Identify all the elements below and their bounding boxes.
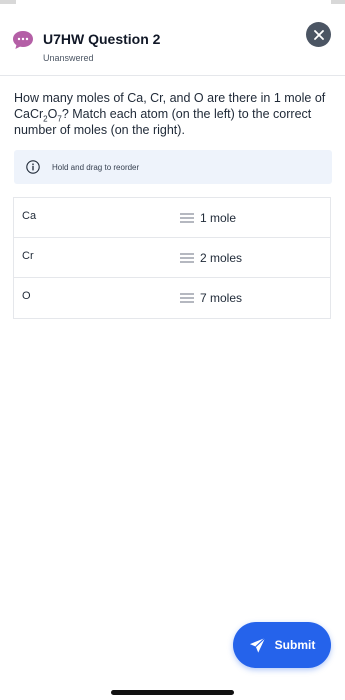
status-label: Unanswered — [43, 53, 94, 63]
answer-label: 2 moles — [200, 251, 243, 265]
info-icon — [26, 160, 40, 174]
match-row — [14, 238, 330, 278]
chat-bubble-icon — [12, 30, 34, 50]
drag-handle-icon[interactable] — [180, 253, 194, 263]
subscript-o: 7 — [57, 114, 62, 124]
drag-handle-icon[interactable] — [180, 293, 194, 303]
home-indicator[interactable] — [111, 690, 234, 695]
match-row — [14, 198, 330, 238]
match-table — [13, 197, 331, 319]
submit-label: Submit — [274, 638, 316, 652]
subscript-cr: 2 — [43, 114, 48, 124]
question-text-o: O — [47, 107, 58, 121]
atom-label: Ca — [22, 210, 37, 222]
question-text — [14, 90, 332, 138]
draggable-answer[interactable] — [180, 278, 242, 318]
answer-label: 1 mole — [200, 211, 237, 225]
question-text-end: ? Match each atom (on the left) to the correct number of moles (on the right). — [14, 107, 312, 137]
close-icon — [314, 30, 324, 40]
draggable-answer[interactable] — [180, 198, 236, 238]
submit-button[interactable] — [233, 622, 331, 668]
drag-handle-icon[interactable] — [180, 213, 194, 223]
hint-banner — [14, 150, 332, 184]
question-title: U7HW Question 2 — [43, 31, 161, 47]
atom-label: Cr — [22, 250, 34, 262]
close-button[interactable] — [306, 22, 331, 47]
send-icon — [249, 637, 266, 654]
question-text-start: How many moles of Ca, Cr, and O are there in 1 mole of CaCr — [14, 91, 326, 121]
draggable-answer[interactable] — [180, 238, 242, 278]
hint-text: Hold and drag to reorder — [52, 162, 140, 172]
question-header — [0, 4, 345, 76]
atom-label: O — [22, 290, 31, 302]
answer-label: 7 moles — [200, 291, 243, 305]
match-row — [14, 278, 330, 318]
